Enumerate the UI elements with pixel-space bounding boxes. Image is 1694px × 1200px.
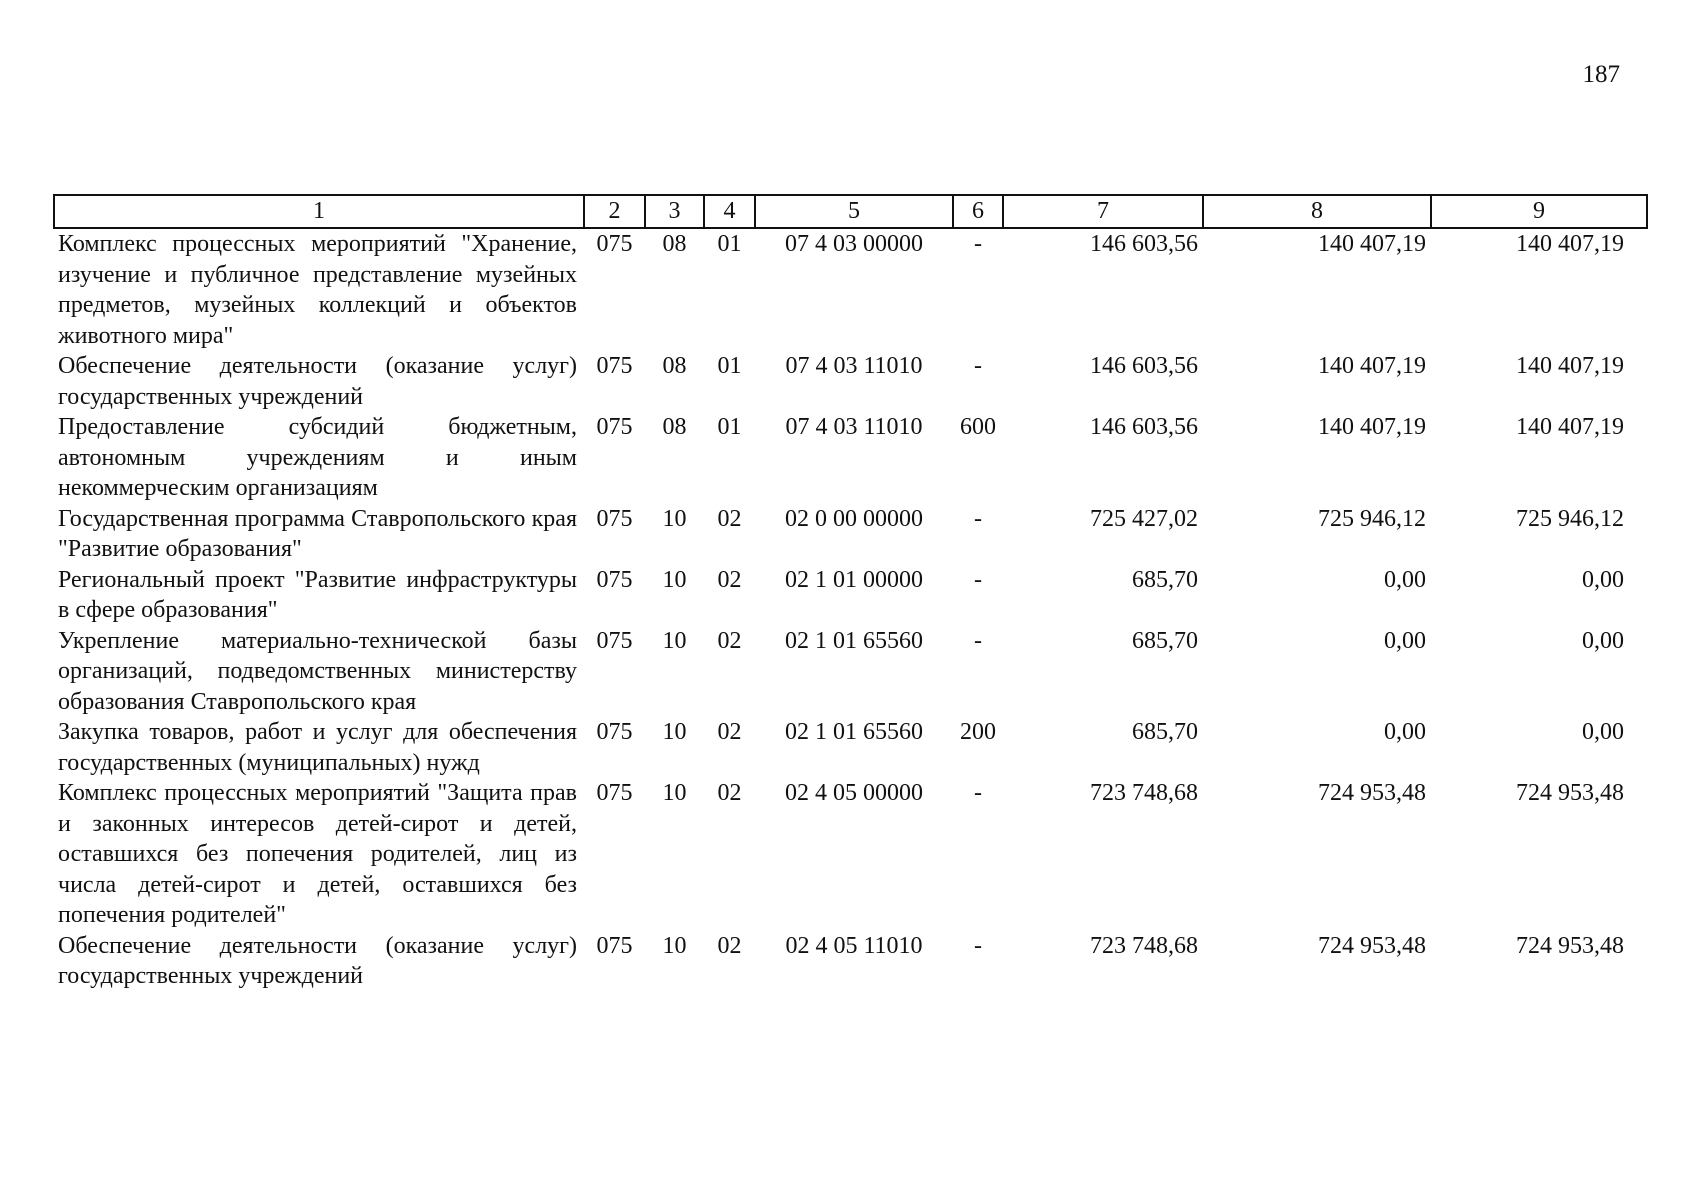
row-name: Предоставление субсидий бюджетным, автономным учреждениям и иным некоммерческим организациям bbox=[58, 414, 577, 501]
row-target: 02 4 05 00000 bbox=[785, 780, 923, 806]
row-target: 07 4 03 11010 bbox=[785, 414, 923, 440]
row-amount-1: 685,70 bbox=[1132, 627, 1198, 654]
row-amount-2: 0,00 bbox=[1384, 627, 1426, 654]
row-amount-3: 725 946,12 bbox=[1516, 505, 1624, 532]
row-code: 075 bbox=[596, 566, 633, 593]
row-expense-type: - bbox=[974, 932, 982, 959]
row-amount-2: 724 953,48 bbox=[1318, 932, 1426, 959]
row-target: 02 4 05 11010 bbox=[785, 932, 923, 959]
row-name: Укрепление материально-технической базы организаций, подведомственных министерству образования Ставропольского края bbox=[58, 627, 577, 715]
row-amount-2: 140 407,19 bbox=[1318, 231, 1426, 257]
row-subsection: 01 bbox=[717, 231, 742, 257]
row-expense-type: - bbox=[974, 566, 982, 593]
row-name: Комплекс процессных мероприятий "Защита прав и законных интересов детей-сирот и детей, оставшихся без попечения родителей, лиц из числа детей-сирот и детей, оставшихся без попечения родителей" bbox=[58, 780, 577, 928]
row-amount-3: 724 953,48 bbox=[1516, 780, 1624, 806]
row-subsection: 01 bbox=[717, 414, 742, 440]
budget-table bbox=[53, 194, 1648, 992]
row-amount-2: 725 946,12 bbox=[1318, 505, 1426, 532]
row-name: Закупка товаров, работ и услуг для обеспечения государственных (муниципальных) нужд bbox=[58, 719, 577, 776]
row-code: 075 bbox=[596, 505, 633, 532]
column-header: 6 bbox=[953, 195, 1003, 228]
row-expense-type: - bbox=[974, 627, 982, 654]
row-expense-type: - bbox=[974, 353, 982, 379]
table-row bbox=[54, 228, 1647, 351]
column-header: 8 bbox=[1203, 195, 1431, 228]
row-subsection: 02 bbox=[717, 566, 742, 593]
table-row bbox=[54, 504, 1647, 565]
row-amount-2: 140 407,19 bbox=[1318, 353, 1426, 379]
row-code: 075 bbox=[596, 932, 633, 959]
row-target: 07 4 03 00000 bbox=[785, 231, 923, 257]
row-amount-3: 0,00 bbox=[1582, 627, 1624, 654]
row-code: 075 bbox=[596, 414, 633, 440]
row-amount-1: 723 748,68 bbox=[1090, 780, 1198, 806]
row-expense-type: - bbox=[974, 505, 982, 532]
row-section: 08 bbox=[662, 353, 687, 379]
column-header: 4 bbox=[704, 195, 755, 228]
row-code: 075 bbox=[596, 719, 633, 745]
row-amount-3: 140 407,19 bbox=[1516, 414, 1624, 440]
row-subsection: 02 bbox=[717, 932, 742, 959]
row-target: 02 1 01 00000 bbox=[785, 566, 923, 593]
row-code: 075 bbox=[596, 780, 633, 806]
row-target: 02 1 01 65560 bbox=[785, 719, 923, 745]
row-name: Региональный проект "Развитие инфраструктуры в сфере образования" bbox=[58, 566, 577, 623]
row-amount-2: 0,00 bbox=[1384, 566, 1426, 593]
row-name: Государственная программа Ставропольского края "Развитие образования" bbox=[58, 505, 577, 562]
table-row bbox=[54, 351, 1647, 412]
row-amount-3: 0,00 bbox=[1582, 566, 1624, 593]
row-name: Обеспечение деятельности (оказание услуг) государственных учреждений bbox=[58, 932, 577, 989]
table-row bbox=[54, 565, 1647, 626]
column-header: 1 bbox=[54, 195, 584, 228]
row-expense-type: 600 bbox=[960, 414, 996, 440]
table-row bbox=[54, 778, 1647, 931]
row-section: 10 bbox=[662, 932, 687, 959]
table-row bbox=[54, 717, 1647, 778]
row-subsection: 02 bbox=[717, 505, 742, 532]
row-section: 08 bbox=[662, 231, 687, 257]
row-expense-type: - bbox=[974, 780, 982, 806]
row-code: 075 bbox=[596, 627, 633, 654]
row-amount-3: 140 407,19 bbox=[1516, 353, 1624, 379]
row-target: 07 4 03 11010 bbox=[785, 353, 923, 379]
row-target: 02 0 00 00000 bbox=[785, 505, 923, 532]
row-section: 10 bbox=[662, 505, 687, 532]
row-amount-1: 146 603,56 bbox=[1090, 353, 1198, 379]
row-name: Комплекс процессных мероприятий "Хранение, изучение и публичное представление музейных предметов, музейных коллекций и объектов животного мира" bbox=[58, 231, 577, 349]
row-amount-1: 146 603,56 bbox=[1090, 231, 1198, 257]
row-subsection: 02 bbox=[717, 719, 742, 745]
row-amount-1: 725 427,02 bbox=[1090, 505, 1198, 532]
row-section: 10 bbox=[662, 566, 687, 593]
table-row bbox=[54, 931, 1647, 992]
row-amount-1: 685,70 bbox=[1132, 566, 1198, 593]
row-section: 10 bbox=[662, 627, 687, 654]
table-row bbox=[54, 412, 1647, 504]
table-row bbox=[54, 626, 1647, 718]
row-subsection: 02 bbox=[717, 780, 742, 806]
column-header: 3 bbox=[645, 195, 704, 228]
column-header: 5 bbox=[755, 195, 953, 228]
page-number: 187 bbox=[1582, 61, 1620, 88]
row-amount-2: 0,00 bbox=[1384, 719, 1426, 745]
row-amount-3: 724 953,48 bbox=[1516, 932, 1624, 959]
row-section: 10 bbox=[662, 719, 687, 745]
row-amount-2: 724 953,48 bbox=[1318, 780, 1426, 806]
row-amount-3: 140 407,19 bbox=[1516, 231, 1624, 257]
column-header: 9 bbox=[1431, 195, 1647, 228]
row-section: 10 bbox=[662, 780, 687, 806]
row-code: 075 bbox=[596, 231, 633, 257]
row-expense-type: - bbox=[974, 231, 982, 257]
row-amount-1: 146 603,56 bbox=[1090, 414, 1198, 440]
row-amount-2: 140 407,19 bbox=[1318, 414, 1426, 440]
row-amount-1: 685,70 bbox=[1132, 719, 1198, 745]
row-subsection: 01 bbox=[717, 353, 742, 379]
row-target: 02 1 01 65560 bbox=[785, 627, 923, 654]
row-subsection: 02 bbox=[717, 627, 742, 654]
column-header: 2 bbox=[584, 195, 645, 228]
row-amount-1: 723 748,68 bbox=[1090, 932, 1198, 959]
row-section: 08 bbox=[662, 414, 687, 440]
header-row bbox=[54, 195, 1647, 228]
row-expense-type: 200 bbox=[960, 719, 996, 745]
row-code: 075 bbox=[596, 353, 633, 379]
row-name: Обеспечение деятельности (оказание услуг) государственных учреждений bbox=[58, 353, 577, 410]
row-amount-3: 0,00 bbox=[1582, 719, 1624, 745]
column-header: 7 bbox=[1003, 195, 1203, 228]
